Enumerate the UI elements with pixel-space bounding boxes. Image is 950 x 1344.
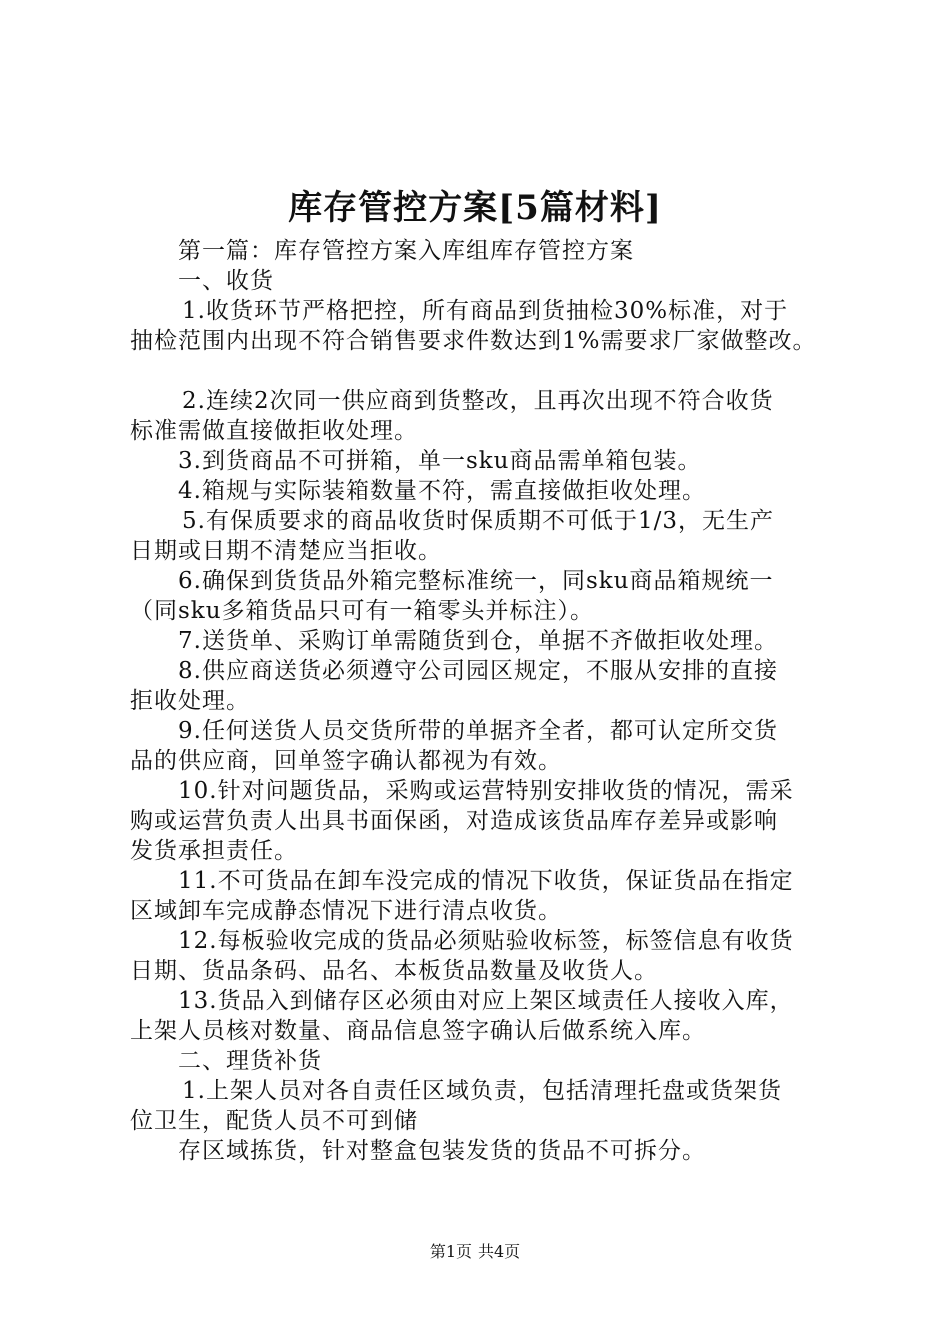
subsection-heading: 一、收货 <box>178 268 274 294</box>
paragraph-line: 标准需做直接做拒收处理。 <box>130 418 418 444</box>
paragraph-line: 12.每板验收完成的货品必须贴验收标签，标签信息有收货 <box>178 928 794 954</box>
paragraph-line: 位卫生，配货人员不可到储 <box>130 1108 418 1134</box>
section-heading: 第一篇：库存管控方案入库组库存管控方案 <box>178 238 634 264</box>
subsection-heading: 二、理货补货 <box>178 1048 322 1074</box>
paragraph-line: 5.有保质要求的商品收货时保质期不可低于1/3，无生产 <box>182 508 774 534</box>
paragraph-line: 1.收货环节严格把控，所有商品到货抽检30%标准，对于 <box>182 298 789 324</box>
paragraph-line: 10.针对问题货品，采购或运营特别安排收货的情况，需采 <box>178 778 794 804</box>
paragraph-line: 11.不可货品在卸车没完成的情况下收货，保证货品在指定 <box>178 868 794 894</box>
paragraph-line: 日期、货品条码、品名、本板货品数量及收货人。 <box>130 958 658 984</box>
document-body <box>130 236 830 1166</box>
paragraph-line: 抽检范围内出现不符合销售要求件数达到1%需要求厂家做整改。 <box>130 328 817 354</box>
paragraph-line: 拒收处理。 <box>130 688 250 714</box>
paragraph-line: 区域卸车完成静态情况下进行清点收货。 <box>130 898 562 924</box>
page-total: 共4页 <box>478 1242 521 1261</box>
paragraph-line: 9.任何送货人员交货所带的单据齐全者，都可认定所交货 <box>178 718 778 744</box>
paragraph-line: 发货承担责任。 <box>130 838 298 864</box>
paragraph-line: 13.货品入到储存区必须由对应上架区域责任人接收入库， <box>178 988 794 1014</box>
page-footer <box>0 1240 950 1264</box>
paragraph-line: 4.箱规与实际装箱数量不符，需直接做拒收处理。 <box>178 478 706 504</box>
paragraph-line: 6.确保到货货品外箱完整标准统一，同sku商品箱规统一 <box>178 568 774 594</box>
page-number: 第1页 <box>429 1242 472 1261</box>
paragraph-line: 2.连续2次同一供应商到货整改，且再次出现不符合收货 <box>182 388 774 414</box>
document-title: 库存管控方案[5篇材料] <box>288 188 662 228</box>
paragraph-line: 日期或日期不清楚应当拒收。 <box>130 538 442 564</box>
blank-line <box>130 356 830 386</box>
paragraph-line: （同sku多箱货品只可有一箱零头并标注）。 <box>130 598 595 624</box>
paragraph-line: 3.到货商品不可拼箱，单一sku商品需单箱包装。 <box>178 448 702 474</box>
paragraph-line: 品的供应商，回单签字确认都视为有效。 <box>130 748 562 774</box>
paragraph-line: 存区域拣货，针对整盒包装发货的货品不可拆分。 <box>178 1138 706 1164</box>
paragraph-line: 7.送货单、采购订单需随货到仓，单据不齐做拒收处理。 <box>178 628 778 654</box>
paragraph-line: 8.供应商送货必须遵守公司园区规定，不服从安排的直接 <box>178 658 778 684</box>
paragraph-line: 购或运营负责人出具书面保函，对造成该货品库存差异或影响 <box>130 808 778 834</box>
paragraph-line: 上架人员核对数量、商品信息签字确认后做系统入库。 <box>130 1018 706 1044</box>
paragraph-line: 1.上架人员对各自责任区域负责，包括清理托盘或货架货 <box>182 1078 782 1104</box>
